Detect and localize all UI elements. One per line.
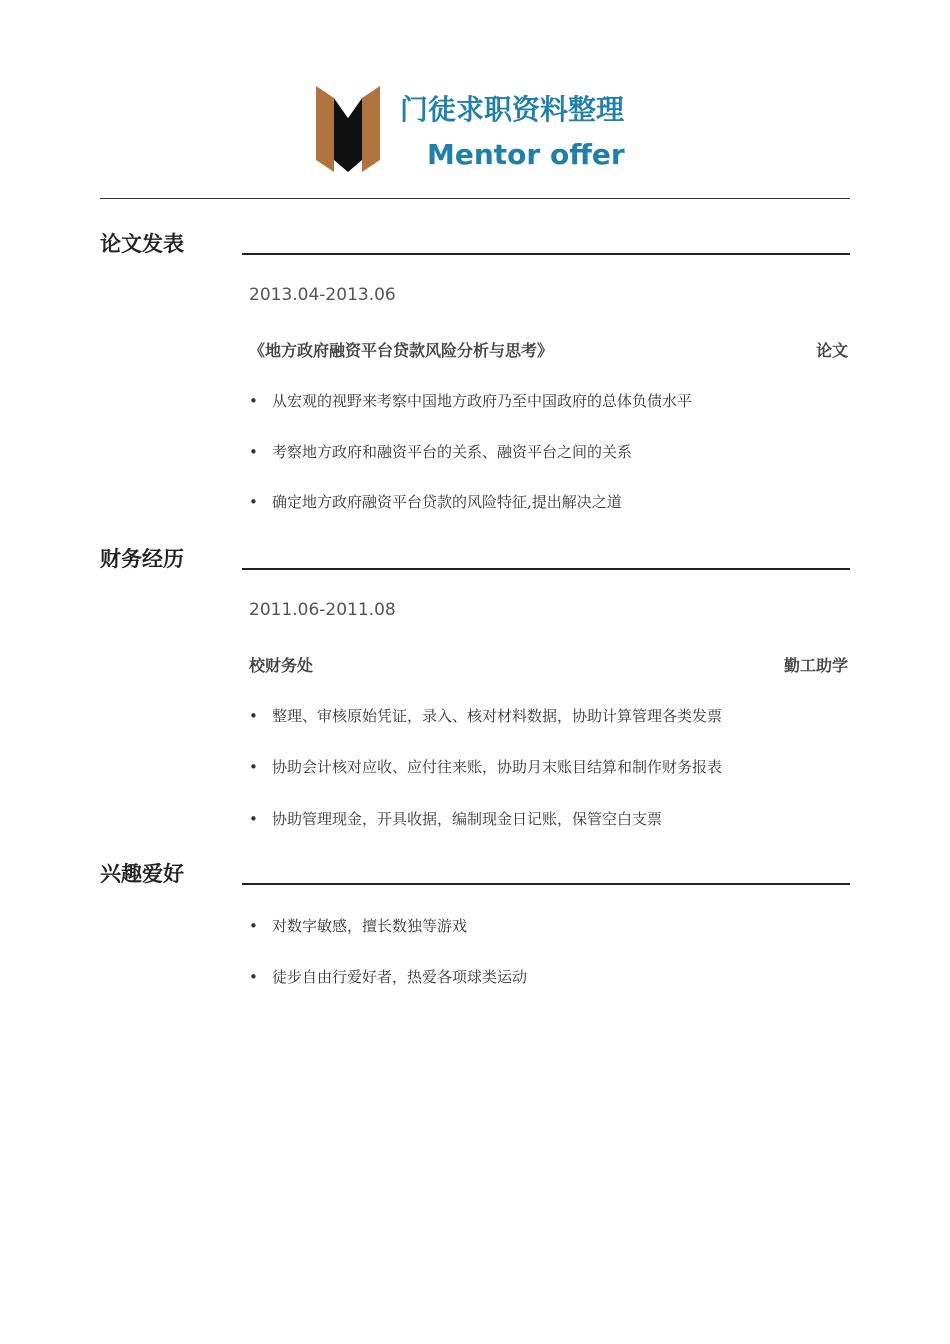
header-divider [100,198,850,199]
list-item: • 徒步自由行爱好者，热爱各项球类运动 [249,968,528,986]
bullet-icon: • [249,443,258,461]
finance-item-title: 校财务处 [249,656,314,675]
bullet-icon: • [249,968,258,986]
section-title-hobbies: 兴趣爱好 [100,862,184,886]
list-item: • 协助会计核对应收、应付往来账，协助月末账目结算和制作财务报表 [249,758,723,776]
list-item: • 考察地方政府和融资平台的关系、融资平台之间的关系 [249,443,633,461]
list-item: • 确定地方政府融资平台贷款的风险特征,提出解决之道 [249,493,622,511]
finance-date: 2011.06-2011.08 [249,600,396,620]
papers-item-title: 《地方政府融资平台贷款风险分析与思考》 [249,341,554,360]
bullet-icon: • [249,707,258,725]
section-divider-papers [242,253,850,255]
logo-english-text: Mentor offer [427,138,625,171]
papers-date: 2013.04-2013.06 [249,285,396,305]
section-title-papers: 论文发表 [100,232,184,256]
list-item: • 整理、审核原始凭证，录入、核对材料数据，协助计算管理各类发票 [249,707,723,725]
list-item: • 协助管理现金，开具收据，编制现金日记账，保管空白支票 [249,810,663,828]
bullet-icon: • [249,493,258,511]
section-divider-hobbies [242,883,850,885]
finance-item-tag: 勤工助学 [783,656,848,675]
section-divider-finance [242,568,850,570]
bullet-icon: • [249,917,258,935]
mentor-logo-icon [314,84,382,174]
logo-chinese-text: 门徒求职资料整理 [400,93,625,126]
section-title-finance: 财务经历 [100,547,184,571]
bullet-icon: • [249,758,258,776]
bullet-icon: • [249,392,258,410]
bullet-icon: • [249,810,258,828]
page-header [0,0,950,200]
list-item: • 对数字敏感，擅长数独等游戏 [249,917,468,935]
list-item: • 从宏观的视野来考察中国地方政府乃至中国政府的总体负债水平 [249,392,693,410]
papers-item-tag: 论文 [815,341,848,360]
